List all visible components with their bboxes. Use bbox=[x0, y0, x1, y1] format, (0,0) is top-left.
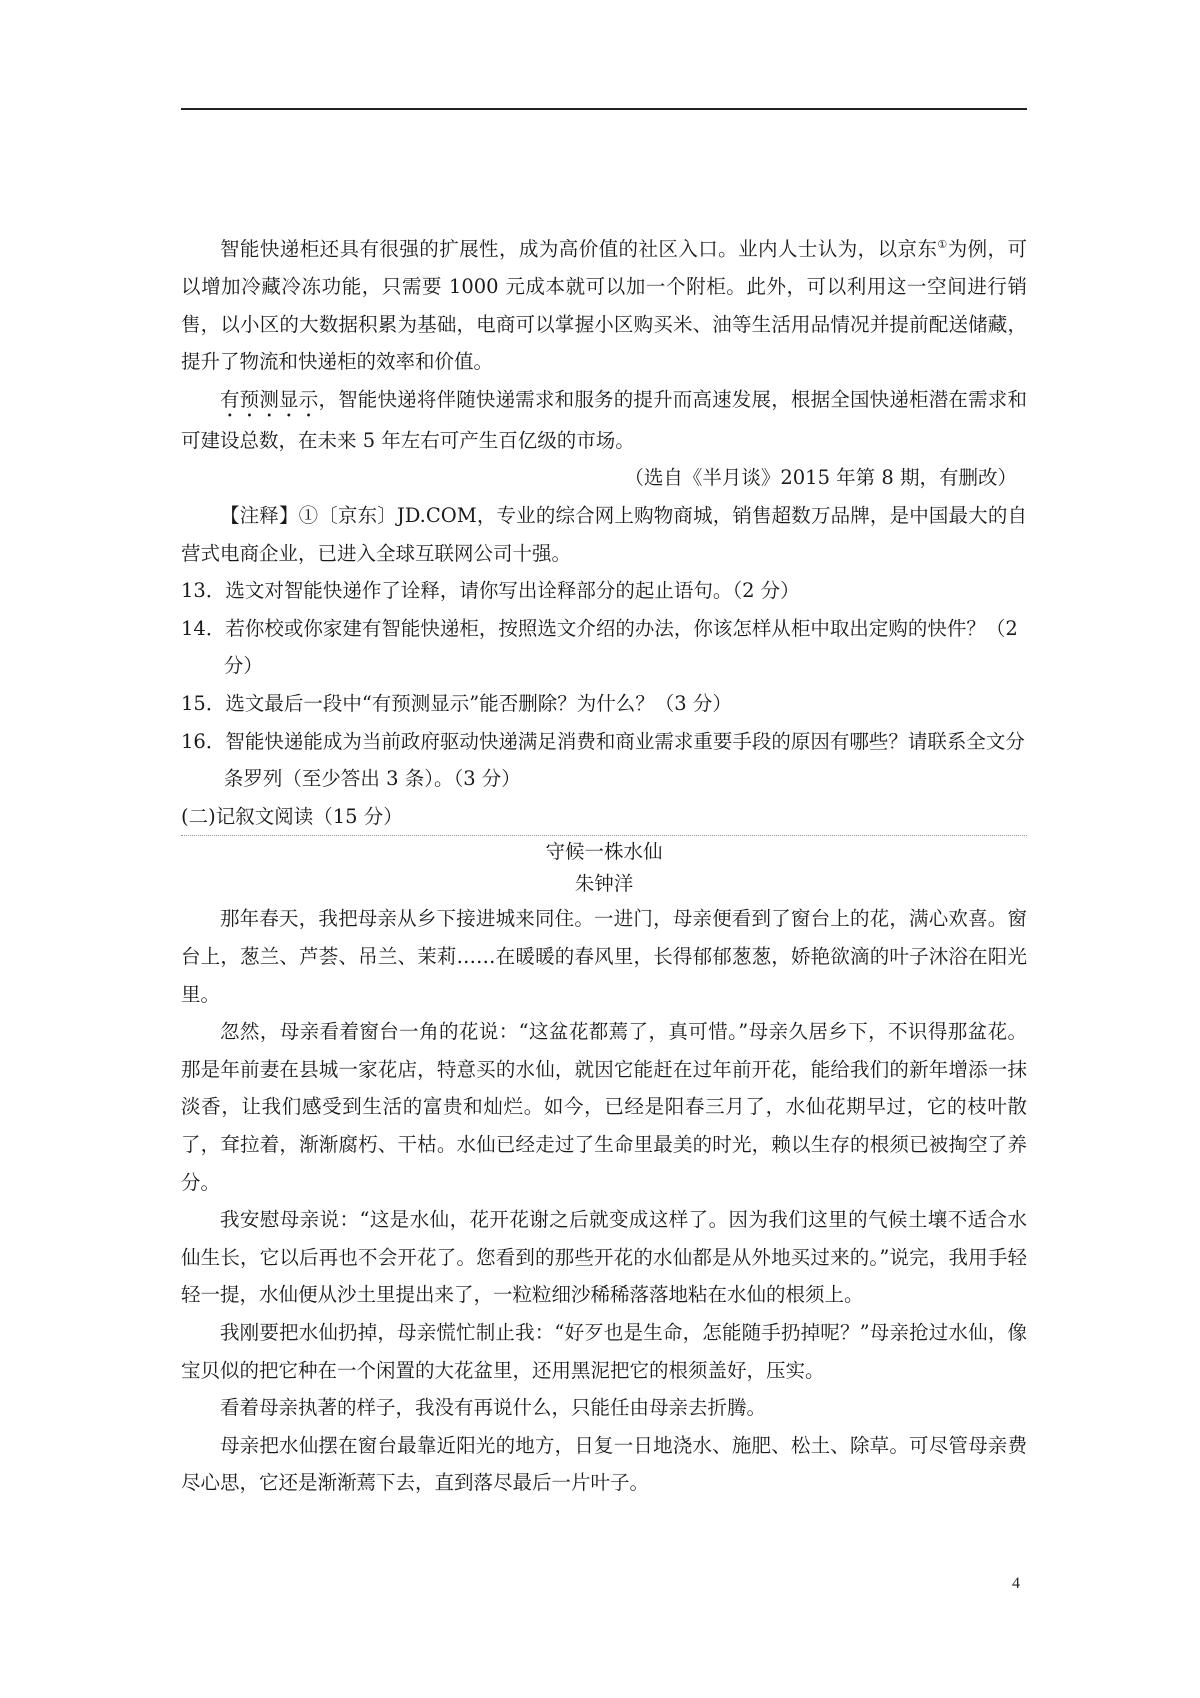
story-paragraph: 忽然，母亲看着窗台一角的花说：“这盆花都蔫了，真可惜。”母亲久居乡下，不识得那盆花。那是年前妻在县城一家花店，特意买的水仙，就因它能赶在过年前开花，能给我们的新年增添一抹淡香，让我们感受到生活的富贵和灿烂。如今，已经是阳春三月了，水仙花期早过，它的枝叶散了，耷拉着，渐渐腐朽、干枯。水仙已经走过了生命里最美的时光，赖以生存的根须已被掏空了养分。 bbox=[181, 1020, 1027, 1194]
source-citation: （选自《半月谈》2015 年第 8 期，有删改） bbox=[624, 466, 1017, 490]
question-15: 15．选文最后一段中“有预测显示”能否删除？为什么？（3 分） bbox=[181, 692, 732, 716]
question-14: 14．若你校或你家建有智能快递柜，按照选文介绍的办法，你该怎样从柜中取出定购的快件？（2 分） bbox=[181, 616, 1018, 678]
story-paragraph: 我刚要把水仙扔掉，母亲慌忙制止我：“好歹也是生命，怎能随手扔掉呢？”母亲抢过水仙，像宝贝似的把它种在一个闲置的大花盆里，还用黑泥把它的根须盖好，压实。 bbox=[181, 1320, 1027, 1382]
story-paragraph: 那年春天，我把母亲从乡下接进城来同住。一进门，母亲便看到了窗台上的花，满心欢喜。窗台上，葱兰、芦荟、吊兰、茉莉……在暖暖的春风里，长得郁郁葱葱，娇艳欲滴的叶子沐浴在阳光里。 bbox=[181, 907, 1027, 1006]
story-title: 守候一株水仙 bbox=[545, 840, 663, 864]
paragraph-text: 为例，可以增加冷藏冷冻功能，只需要 1000 元成本就可以加一个附柜。此外，可以利用这一空间进行销售，以小区的大数据积累为基础，电商可以掌握小区购买米、油等生活用品情况并提前配送储藏，提升了物流和快递柜的效率和价值。 bbox=[181, 237, 1027, 374]
question-13: 13．选文对智能快递作了诠释，请你写出诠释部分的起止语句。（2 分） bbox=[181, 579, 800, 603]
section-heading: (二)记叙文阅读（15 分） bbox=[181, 798, 1027, 837]
footnote: 【注释】①〔京东〕JD.COM，专业的综合网上购物商城，销售超数万品牌，是中国最大的自营式电商企业，已进入全球互联网公司十强。 bbox=[181, 504, 1027, 565]
page-number: 4 bbox=[1012, 1575, 1020, 1592]
story-paragraph: 看着母亲执著的样子，我没有再说什么，只能任由母亲去折腾。 bbox=[220, 1396, 767, 1420]
emphasized-phrase: 有预测显示 bbox=[220, 387, 319, 411]
paragraph-text: ，智能快递将伴随快递需求和服务的提升而高速发展，根据全国快递柜潜在需求和可建设总数，在未来 5 年左右可产生百亿级的市场。 bbox=[181, 387, 1027, 452]
paragraph-text: 智能快递柜还具有很强的扩展性，成为高价值的社区入口。业内人士认为，以京东 bbox=[220, 237, 938, 261]
story-author: 朱钟洋 bbox=[574, 872, 634, 896]
story-paragraph: 母亲把水仙摆在窗台最靠近阳光的地方，日复一日地浇水、施肥、松土、除草。可尽管母亲费尽心思，它还是渐渐蔫下去，直到落尽最后一片叶子。 bbox=[181, 1433, 1027, 1495]
question-16: 16．智能快递能成为当前政府驱动快递满足消费和商业需求重要手段的原因有哪些？请联系全文分条罗列（至少答出 3 条）。（3 分） bbox=[181, 729, 1025, 791]
story-paragraph: 我安慰母亲说：“这是水仙，花开花谢之后就变成这样了。因为我们这里的气候土壤不适合水仙生长，它以后再也不会开花了。您看到的那些开花的水仙都是从外地买过来的。”说完，我用手轻轻一提，水仙便从沙土里提出来了，一粒粒细沙稀稀落落地粘在水仙的根须上。 bbox=[181, 1208, 1027, 1307]
article-paragraph bbox=[181, 381, 1027, 460]
header-rule bbox=[181, 108, 1027, 110]
document-body bbox=[181, 226, 1027, 1502]
article-paragraph bbox=[181, 226, 1027, 381]
footnote-marker: ① bbox=[937, 238, 948, 251]
